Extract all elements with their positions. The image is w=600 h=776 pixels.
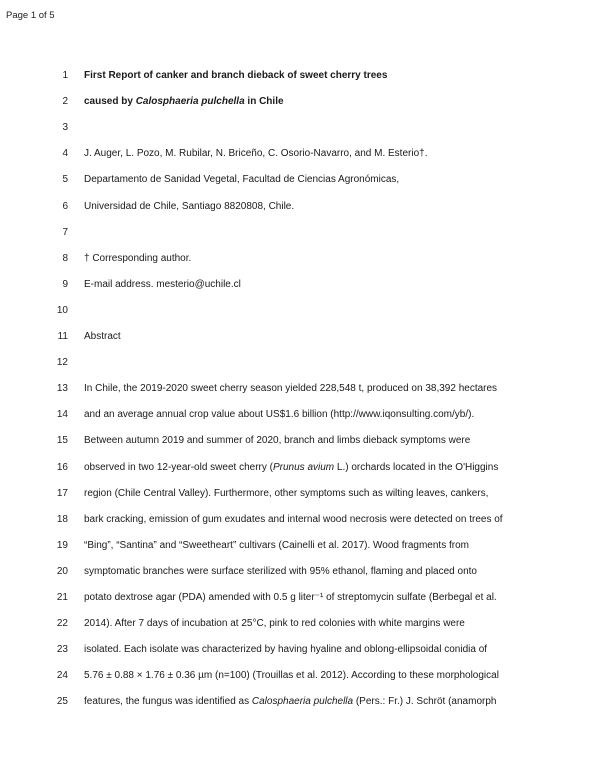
document-line — [0, 488, 600, 504]
line-number: 4 — [62, 148, 68, 160]
text-run: in Chile — [244, 96, 284, 108]
document-line — [0, 227, 600, 243]
text-run: Between autumn 2019 and summer of 2020, branch and limbs dieback symptoms were — [84, 435, 471, 447]
document-line — [0, 409, 600, 425]
line-number: 1 — [62, 70, 68, 81]
document-line — [0, 331, 600, 347]
line-number: 20 — [56, 565, 68, 577]
document-line — [0, 566, 600, 582]
line-number: 2 — [62, 96, 68, 108]
text-run: potato dextrose agar (PDA) amended with 0.5 g liter⁻¹ of streptomycin sulfate (Berbegal et al. — [84, 592, 497, 603]
line-text — [84, 592, 497, 603]
page-indicator: Page 1 of 5 — [6, 10, 55, 21]
line-text — [84, 201, 294, 212]
line-text — [84, 462, 498, 473]
line-number: 12 — [56, 357, 68, 369]
line-number: 25 — [56, 696, 68, 708]
document-line — [0, 696, 600, 712]
text-run: L.) orchards located in the O'Higgins — [334, 461, 499, 473]
document-line — [0, 514, 600, 530]
line-text — [84, 540, 469, 551]
document-line — [0, 462, 600, 478]
line-number: 6 — [62, 200, 68, 212]
document-line — [0, 435, 600, 451]
text-run: caused by — [84, 96, 136, 108]
line-text — [84, 514, 503, 525]
text-run: E-mail address. mesterio@uchile.cl — [84, 278, 241, 290]
document-line — [0, 122, 600, 138]
line-number: 5 — [62, 174, 68, 186]
line-text — [84, 644, 487, 655]
text-run: 5.76 ± 0.88 × 1.76 ± 0.36 µm (n=100) (Trouillas et al. 2012). According to these morphological — [84, 670, 499, 682]
text-run: J. Auger, L. Pozo, M. Rubilar, N. Briceño, C. Osorio-Navarro, and M. Esterio†. — [84, 148, 428, 160]
line-number: 22 — [56, 618, 68, 630]
line-text — [84, 253, 191, 264]
line-number: 23 — [56, 644, 68, 656]
italic-term: Calosphaeria pulchella — [135, 96, 245, 108]
line-number: 14 — [56, 409, 68, 421]
line-number: 10 — [56, 304, 68, 316]
document-line — [0, 357, 600, 373]
line-text — [84, 670, 499, 681]
line-text — [84, 174, 399, 185]
line-text — [84, 696, 496, 707]
document-line — [0, 148, 600, 164]
document-line — [0, 540, 600, 556]
document-line — [0, 201, 600, 217]
text-run: features, the fungus was identified as — [84, 696, 252, 708]
text-run: “Bing”, “Santina” and “Sweetheart” cultivars (Cainelli et al. 2017). Wood fragments from — [84, 539, 469, 551]
line-number: 13 — [56, 383, 68, 395]
document-line — [0, 96, 600, 112]
line-text — [84, 70, 387, 81]
line-text — [84, 409, 474, 420]
text-run: Departamento de Sanidad Vegetal, Facultad de Ciencias Agronómicas, — [84, 174, 400, 186]
line-text — [84, 488, 488, 499]
line-number: 16 — [56, 461, 68, 473]
line-text — [84, 566, 477, 577]
text-run: (Pers.: Fr.) J. Schröt (anamorph — [353, 696, 497, 708]
document-line — [0, 618, 600, 634]
document-line — [0, 670, 600, 686]
line-text — [84, 279, 241, 290]
line-number: 7 — [62, 226, 68, 238]
italic-term: Prunus avium — [272, 461, 335, 473]
text-run: 2014). After 7 days of incubation at 25°C, pink to red colonies with white margins were — [84, 618, 465, 630]
line-number: 11 — [57, 331, 68, 342]
line-text — [84, 148, 427, 159]
line-number: 19 — [56, 539, 68, 551]
text-run: Universidad de Chile, Santiago 8820808, Chile. — [84, 200, 295, 212]
text-run: observed in two 12-year-old sweet cherry ( — [84, 461, 273, 473]
line-number: 18 — [56, 513, 68, 525]
line-number: 9 — [62, 278, 68, 290]
text-run: † Corresponding author. — [84, 252, 192, 264]
line-text — [84, 96, 284, 107]
line-text — [84, 435, 470, 446]
line-number: 24 — [56, 670, 68, 682]
document-line — [0, 174, 600, 190]
document-line — [0, 253, 600, 269]
line-text — [84, 383, 497, 394]
text-run: isolated. Each isolate was characterized by having hyaline and oblong-ellipsoidal conidia of — [84, 644, 488, 656]
text-run: and an average annual crop value about US$1.6 billion (http://www.iqonsulting.com/yb/). — [84, 409, 475, 421]
text-run: In Chile, the 2019-2020 sweet cherry season yielded 228,548 t, produced on 38,392 hectares — [84, 383, 498, 395]
document-line — [0, 305, 600, 321]
document-line — [0, 592, 600, 608]
line-number: 15 — [56, 435, 68, 447]
italic-term: Calosphaeria pulchella — [251, 696, 354, 708]
document-line — [0, 70, 600, 86]
line-number: 3 — [62, 122, 68, 134]
text-run: region (Chile Central Valley). Furthermore, other symptoms such as wilting leaves, cankers, — [84, 487, 489, 499]
document-line — [0, 644, 600, 660]
line-number: 21 — [56, 592, 68, 603]
document-line — [0, 279, 600, 295]
line-number: 8 — [62, 252, 68, 264]
text-run: Abstract — [84, 331, 121, 342]
document-line — [0, 383, 600, 399]
line-number: 17 — [56, 487, 68, 499]
line-text — [84, 331, 121, 342]
text-run: First Report of canker and branch dieback of sweet cherry trees — [84, 70, 388, 81]
line-text — [84, 618, 465, 629]
text-run: bark cracking, emission of gum exudates and internal wood necrosis were detected on trees of — [84, 513, 503, 525]
text-run: symptomatic branches were surface sterilized with 95% ethanol, flaming and placed onto — [84, 565, 477, 577]
